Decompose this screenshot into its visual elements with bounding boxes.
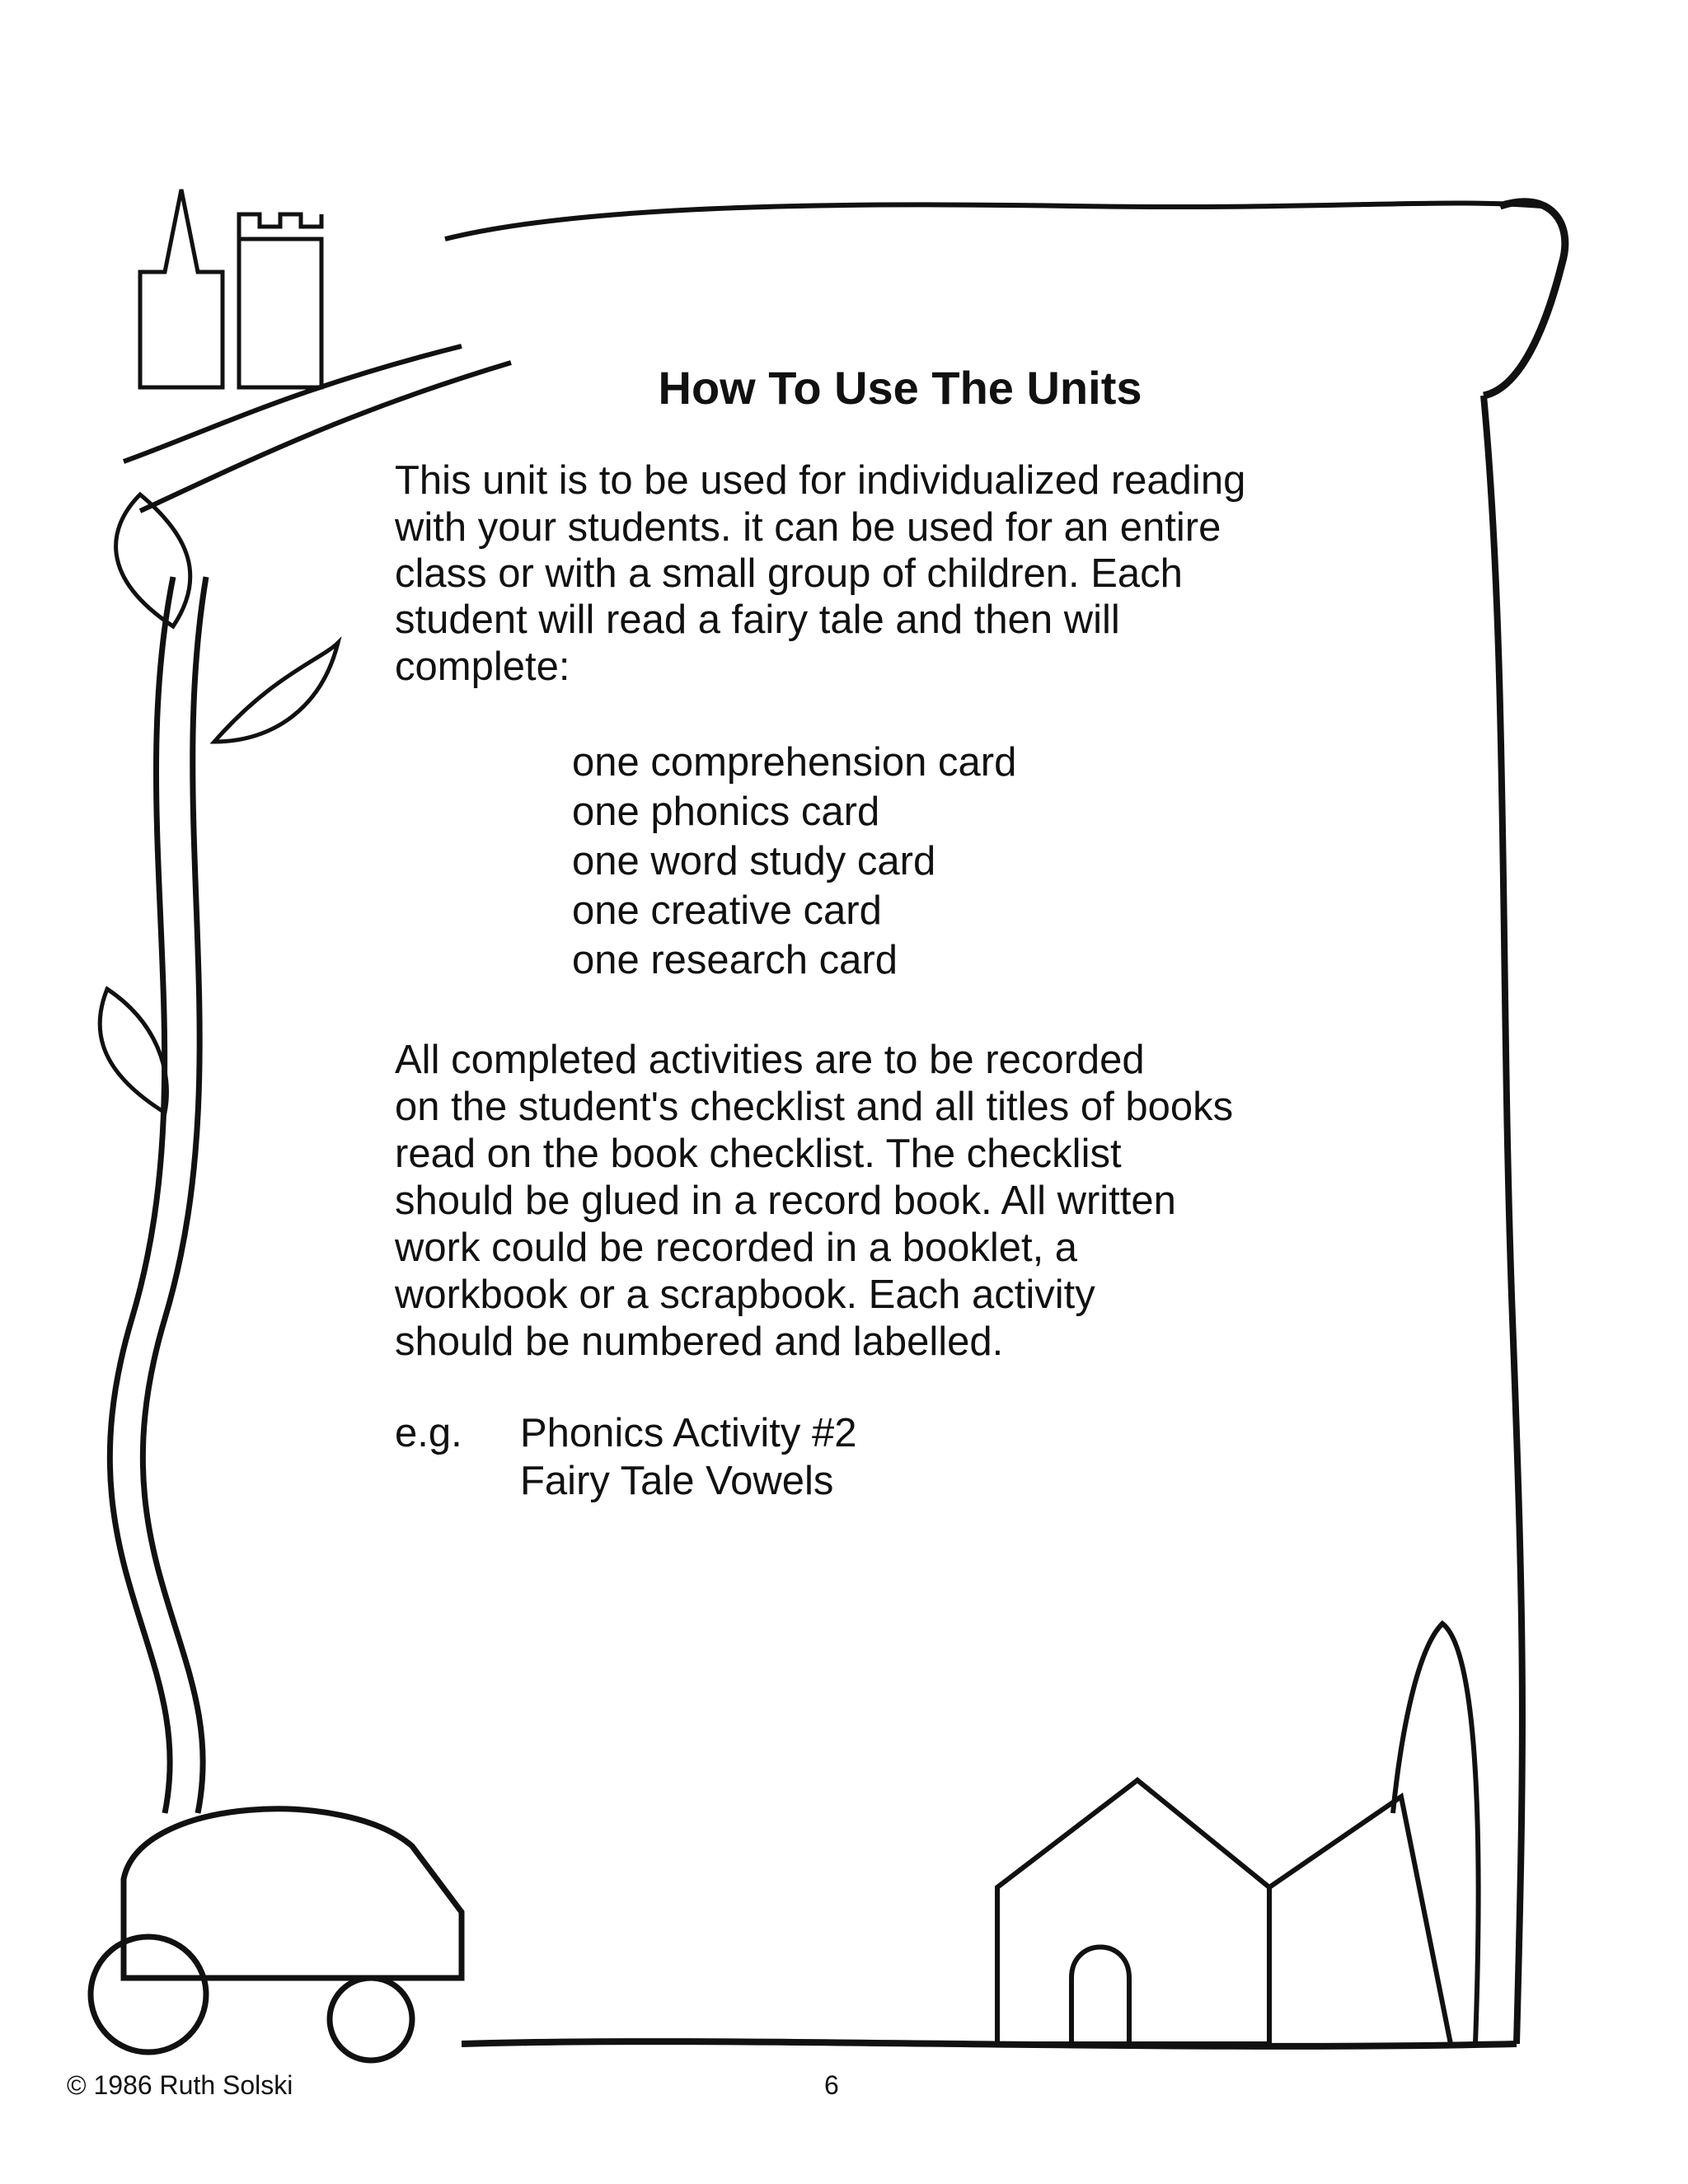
scroll-bottom-edge	[462, 2041, 1517, 2046]
record-line: workbook or a scrapbook. Each activity	[395, 1272, 1095, 1317]
carriage-wheel-icon	[91, 1937, 206, 2052]
page-number: 6	[824, 2070, 839, 2100]
example-prefix: e.g.	[395, 1411, 462, 1455]
record-line: read on the book checklist. The checklist	[395, 1132, 1122, 1176]
card-list-item: one comprehension card	[572, 740, 1017, 785]
record-line: on the student's checklist and all titles of books	[395, 1085, 1234, 1129]
page-title: How To Use The Units	[658, 362, 1142, 414]
castle-icon	[140, 190, 321, 387]
scroll-top-edge	[445, 203, 1541, 239]
beanstalk-icon	[110, 577, 206, 1813]
card-list-item: one word study card	[572, 839, 936, 883]
leaf-icon	[100, 494, 338, 1113]
intro-line: student will read a fairy tale and then will	[395, 598, 1120, 642]
intro-line: with your students. it can be used for an entire	[395, 505, 1221, 550]
record-line: should be glued in a record book. All written	[395, 1179, 1176, 1223]
intro-line: class or with a small group of children. Each	[395, 551, 1183, 596]
record-line: should be numbered and labelled.	[395, 1319, 1004, 1364]
card-list-item: one research card	[572, 938, 898, 982]
carriage-wheel-icon	[330, 1978, 412, 2060]
gingerbread-house-icon	[997, 1780, 1451, 2044]
carriage-icon	[124, 1809, 462, 1978]
card-list-item: one creative card	[572, 888, 882, 933]
scroll-right-edge	[1484, 396, 1522, 2044]
example-line: Phonics Activity #2	[520, 1411, 857, 1455]
record-line: work could be recorded in a booklet, a	[395, 1226, 1078, 1270]
card-list-item: one phonics card	[572, 790, 880, 834]
example-line: Fairy Tale Vowels	[520, 1459, 834, 1503]
intro-line: complete:	[395, 644, 570, 689]
copyright: © 1986 Ruth Solski	[67, 2070, 293, 2100]
record-line: All completed activities are to be recorded	[395, 1038, 1145, 1082]
intro-line: This unit is to be used for individualized reading	[395, 458, 1246, 503]
